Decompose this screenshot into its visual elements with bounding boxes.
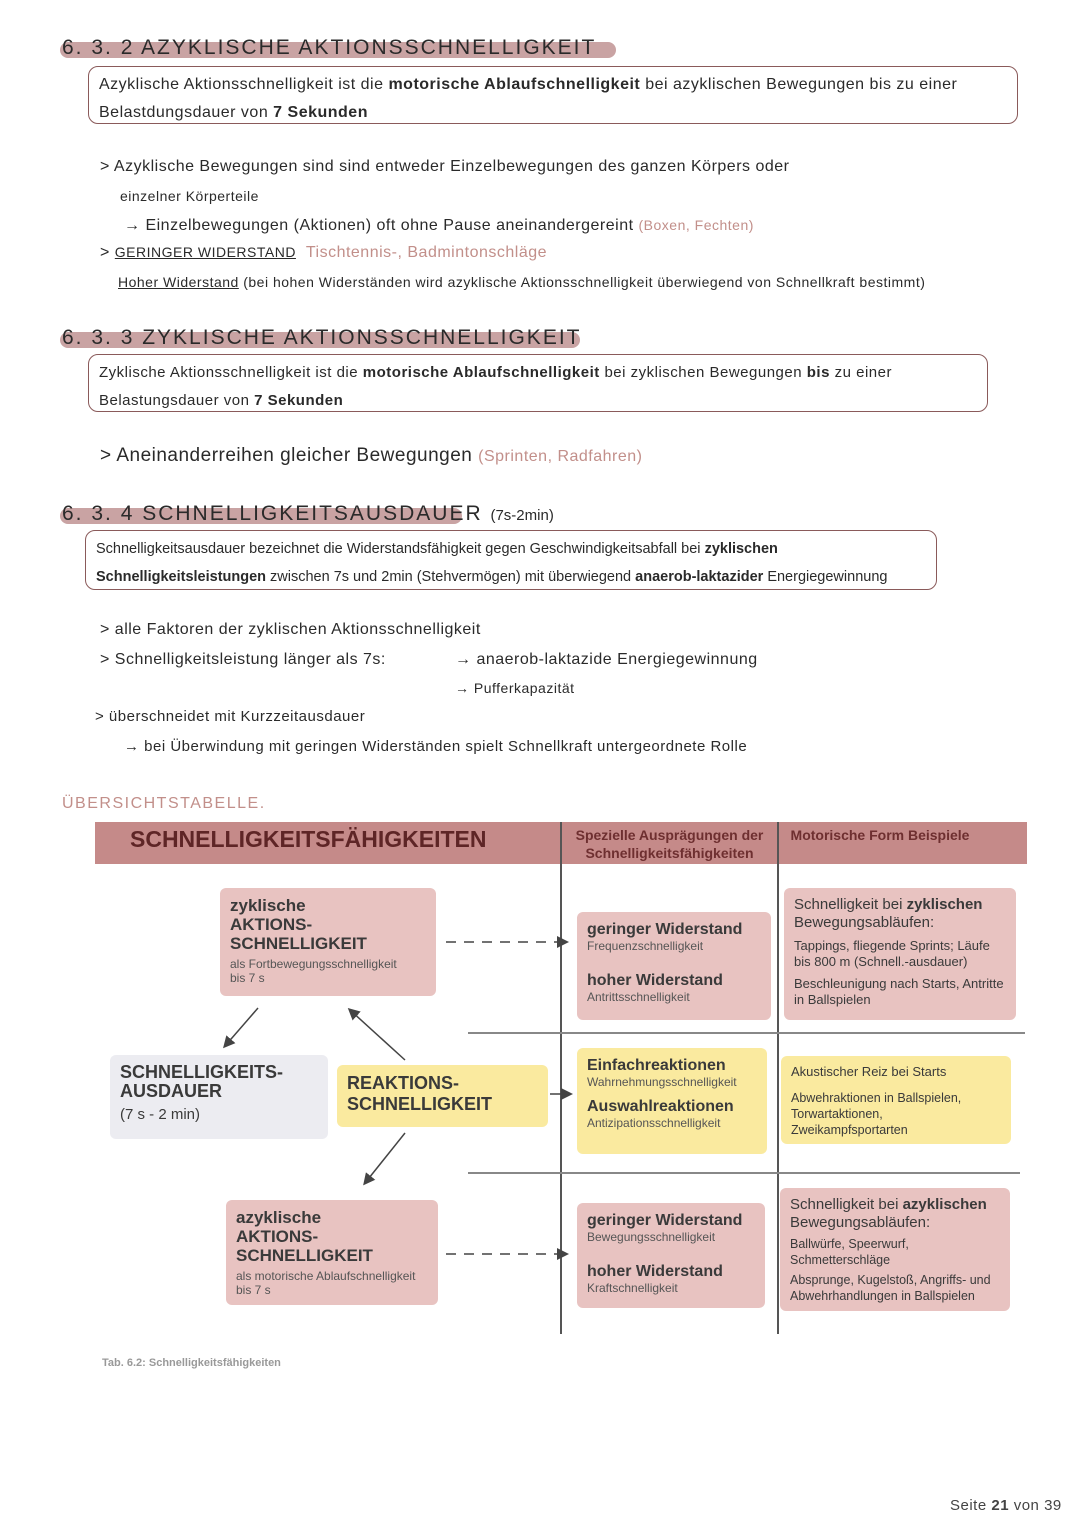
text: 21 bbox=[991, 1497, 1010, 1514]
text: Abwehraktionen in Ballspielen, Torwartaktionen, Zweikampfsportarten bbox=[791, 1091, 962, 1137]
text: bei zyklischen Bewegungen bbox=[599, 364, 807, 381]
bold-text: bis bbox=[806, 364, 830, 381]
text: geringer Widerstand bbox=[587, 1212, 743, 1229]
r3-box bbox=[577, 1203, 765, 1308]
sub-bullet: → bei Überwindung mit geringen Widerständen spielt Schnellkraft untergeordnete Rolle bbox=[124, 738, 748, 755]
table-caption: Tab. 6.2: Schnelligkeitsfähigkeiten bbox=[102, 1357, 281, 1369]
bold-text: azyklischen bbox=[902, 1196, 987, 1213]
text: Zyklische Aktionsschnelligkeit ist die bbox=[99, 364, 363, 381]
text: als Fortbewegungsschnelligkeit bbox=[230, 957, 397, 971]
bullet: > GERINGER WIDERSTAND Tischtennis-, Badmintonschläge bbox=[100, 244, 548, 261]
text: Schnelligkeit bei bbox=[794, 896, 907, 913]
sub-bullet: → anaerob-laktazide Energiegewinnung bbox=[455, 651, 758, 668]
bullet-cont: einzelner Körperteile bbox=[120, 188, 259, 204]
text: hoher Widerstand bbox=[587, 972, 723, 989]
text: > Aneinanderreihen gleicher Bewegungen bbox=[100, 445, 473, 466]
text: (7s-2min) bbox=[490, 507, 554, 524]
text: (bei hohen Widerständen wird azyklische Aktionsschnelligkeit überwiegend von Schnellkraft bestimmt) bbox=[243, 274, 926, 290]
example: Tischtennis-, Badmintonschläge bbox=[305, 244, 548, 261]
bold-text: anaerob-laktazider bbox=[635, 569, 764, 585]
header-title: SCHNELLIGKEITSFÄHIGKEITEN bbox=[130, 826, 487, 852]
text: (7 s - 2 min) bbox=[120, 1106, 201, 1123]
sub-bullet: → Pufferkapazität bbox=[455, 680, 575, 696]
bold-text: motorische Ablaufschnelligkeit bbox=[362, 364, 600, 381]
text: zwischen 7s und 2min (Stehvermögen) mit überwiegend bbox=[266, 569, 636, 585]
text: SCHNELLIGKEIT bbox=[230, 934, 367, 953]
r2-examples bbox=[781, 1056, 1011, 1144]
r2-box bbox=[577, 1048, 767, 1154]
text: Beschleunigung nach Starts, Antritte in Ballspielen bbox=[794, 976, 1004, 1007]
text: Azyklische Aktionsschnelligkeit ist die bbox=[99, 76, 389, 93]
example: (Sprinten, Radfahren) bbox=[478, 448, 643, 465]
text: Energiegewinnung bbox=[763, 569, 888, 585]
text: Frequenzschnelligkeit bbox=[587, 939, 704, 953]
text: geringer Widerstand bbox=[587, 921, 743, 938]
arrow bbox=[365, 1133, 405, 1183]
text: als motorische Ablaufschnelligkeit bbox=[236, 1269, 416, 1283]
text: Kraftschnelligkeit bbox=[587, 1281, 678, 1295]
text: Akustischer Reiz bei Starts bbox=[791, 1064, 947, 1079]
text: SCHNELLIGKEITS- bbox=[120, 1062, 284, 1082]
example: (Boxen, Fechten) bbox=[638, 217, 754, 233]
text: azyklische bbox=[236, 1208, 322, 1227]
section-heading: 6. 3. 2 AZYKLISCHE AKTIONSSCHNELLIGKEIT bbox=[62, 36, 597, 59]
bold-text: zyklischen bbox=[906, 896, 983, 913]
arrow bbox=[350, 1010, 405, 1060]
text: Einfachreaktionen bbox=[587, 1057, 726, 1074]
header-col2: Spezielle Ausprägungen der Schnelligkeitsfähigkeiten bbox=[575, 827, 764, 861]
section-heading: 6. 3. 3 ZYKLISCHE AKTIONSSCHNELLIGKEIT bbox=[62, 326, 582, 349]
text: von 39 bbox=[1009, 1497, 1062, 1514]
text: Auswahlreaktionen bbox=[587, 1098, 734, 1115]
text: Tappings, fliegende Sprints; Läufe bis 800 m (Schnell.-ausdauer) bbox=[794, 938, 990, 969]
text: bis 7 s bbox=[236, 1283, 271, 1297]
table-label: ÜBERSICHTSTABELLE. bbox=[62, 795, 266, 812]
bold-text: 7 Sekunden bbox=[273, 104, 368, 121]
text: bei azyklischen Bewegungen bis zu einer Belastdungsdauer von bbox=[99, 76, 958, 121]
bold-text: motorische Ablaufschnelligkeit bbox=[388, 76, 641, 93]
text: REAKTIONS- bbox=[347, 1073, 459, 1093]
arrow bbox=[225, 1008, 258, 1046]
text: Schnelligkeitsausdauer bezeichnet die Widerstandsfähigkeit gegen Geschwindigkeitsabfall bei bbox=[96, 541, 705, 557]
text: Absprunge, Kugelstoß, Angriffs- und Abwehrhandlungen in Ballspielen bbox=[790, 1273, 991, 1303]
page-number bbox=[950, 1497, 1062, 1514]
r3-examples bbox=[780, 1188, 1010, 1311]
text: Seite bbox=[950, 1497, 992, 1514]
text: Bewegungsabläufen: bbox=[790, 1214, 931, 1231]
text: zu einer Belastungsdauer von bbox=[99, 364, 892, 409]
bold-text: 7 Sekunden bbox=[254, 392, 344, 409]
bullet: > Schnelligkeitsleistung länger als 7s: bbox=[100, 651, 386, 668]
text: Bewegungsabläufen: bbox=[794, 914, 935, 931]
text: Wahrnehmungsschnelligkeit bbox=[587, 1075, 737, 1089]
text: zyklische bbox=[230, 896, 306, 915]
text: AUSDAUER bbox=[120, 1081, 223, 1101]
text: Bewegungsschnelligkeit bbox=[587, 1230, 716, 1244]
text: → Einzelbewegungen (Aktionen) oft ohne Pause aneinandergereint bbox=[124, 217, 634, 234]
r1-box bbox=[577, 912, 771, 1020]
text: hoher Widerstand bbox=[587, 1263, 723, 1280]
header-col3: Motorische Form Beispiele bbox=[790, 827, 970, 843]
bold-text: zyklischen Schnelligkeitsleistungen bbox=[96, 541, 778, 585]
text: bis 7 s bbox=[230, 971, 265, 985]
text: AKTIONS- bbox=[236, 1227, 319, 1246]
bullet: > Azyklische Bewegungen sind sind entweder Einzelbewegungen des ganzen Körpers oder bbox=[100, 158, 790, 175]
text: Antizipationsschnelligkeit bbox=[587, 1116, 721, 1130]
bullet: > alle Faktoren der zyklischen Aktionsschnelligkeit bbox=[100, 621, 481, 638]
r1-examples bbox=[784, 888, 1016, 1020]
text: Schnelligkeit bei bbox=[790, 1196, 903, 1213]
bullet: > überschneidet mit Kurzzeitausdauer bbox=[95, 708, 366, 725]
text: Antrittsschnelligkeit bbox=[587, 990, 690, 1004]
text: AKTIONS- bbox=[230, 915, 313, 934]
text: SCHNELLIGKEIT bbox=[236, 1246, 373, 1265]
text: SCHNELLIGKEIT bbox=[347, 1094, 493, 1114]
text: 6. 3. 4 SCHNELLIGKEITSAUSDAUER bbox=[62, 502, 483, 525]
text: Hoher Widerstand bbox=[118, 274, 239, 290]
text: Ballwürfe, Speerwurf, Schmetterschläge bbox=[790, 1237, 909, 1267]
text: GERINGER WIDERSTAND bbox=[114, 244, 296, 260]
